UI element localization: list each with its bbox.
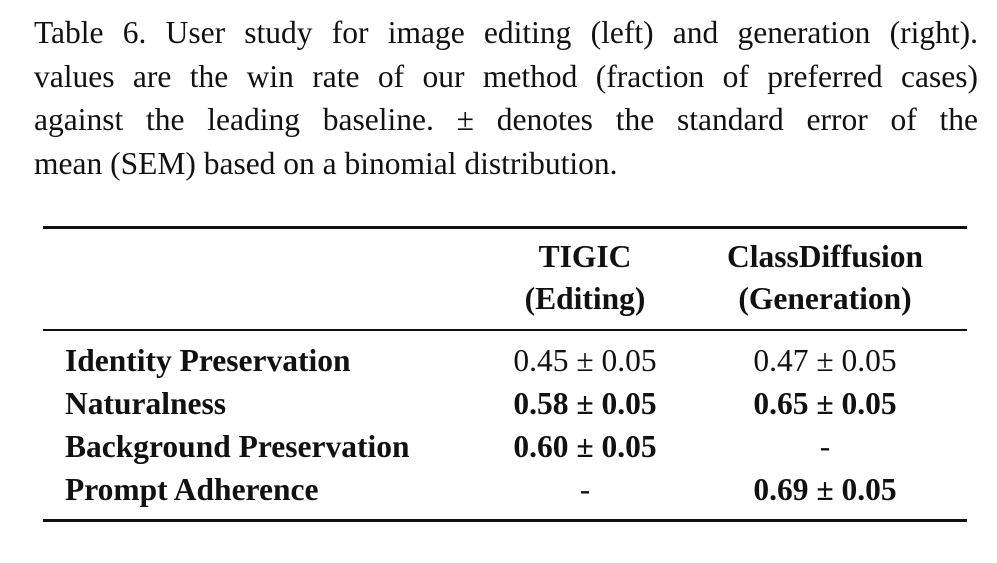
classdiffusion-value-cell: 0.69 ± 0.05 <box>753 472 897 507</box>
classdiffusion-value-cell: 0.47 ± 0.05 <box>753 343 897 378</box>
table-header-rule <box>43 329 967 331</box>
column-header-tigic <box>485 236 685 320</box>
row-metric-label: Naturalness <box>65 386 227 421</box>
row-metric-label: Prompt Adherence <box>65 472 319 507</box>
table-row <box>0 425 997 468</box>
column-header-task: (Generation) <box>738 281 912 316</box>
row-metric-label: Identity Preservation <box>65 343 351 378</box>
caption-line: mean (SEM) based on a binomial distribution. <box>34 145 618 181</box>
row-metric-label: Background Preservation <box>65 429 410 464</box>
table-row <box>0 339 997 382</box>
table-row <box>0 382 997 425</box>
caption-line: against the leading baseline. ± denotes the standard error of the <box>34 102 978 137</box>
column-header-name: ClassDiffusion <box>726 239 924 274</box>
table-row <box>0 468 997 511</box>
table-caption <box>34 11 978 185</box>
column-header-task: (Editing) <box>524 281 646 316</box>
column-header-name: TIGIC <box>538 239 632 274</box>
classdiffusion-value-cell: 0.65 ± 0.05 <box>753 386 897 421</box>
caption-line: values are the win rate of our method (fraction of preferred cases) <box>34 58 978 94</box>
tigic-value-cell: 0.60 ± 0.05 <box>513 429 657 464</box>
table-top-rule <box>43 226 967 229</box>
table-bottom-rule <box>43 519 967 522</box>
tigic-value-cell: 0.45 ± 0.05 <box>513 343 657 378</box>
tigic-value-cell: - <box>579 472 591 507</box>
column-header-classdiffusion <box>700 236 950 320</box>
caption-line: Table 6. User study for image editing (left) and generation (right). <box>34 15 978 50</box>
tigic-value-cell: 0.58 ± 0.05 <box>513 386 657 421</box>
classdiffusion-value-cell: - <box>819 429 831 464</box>
